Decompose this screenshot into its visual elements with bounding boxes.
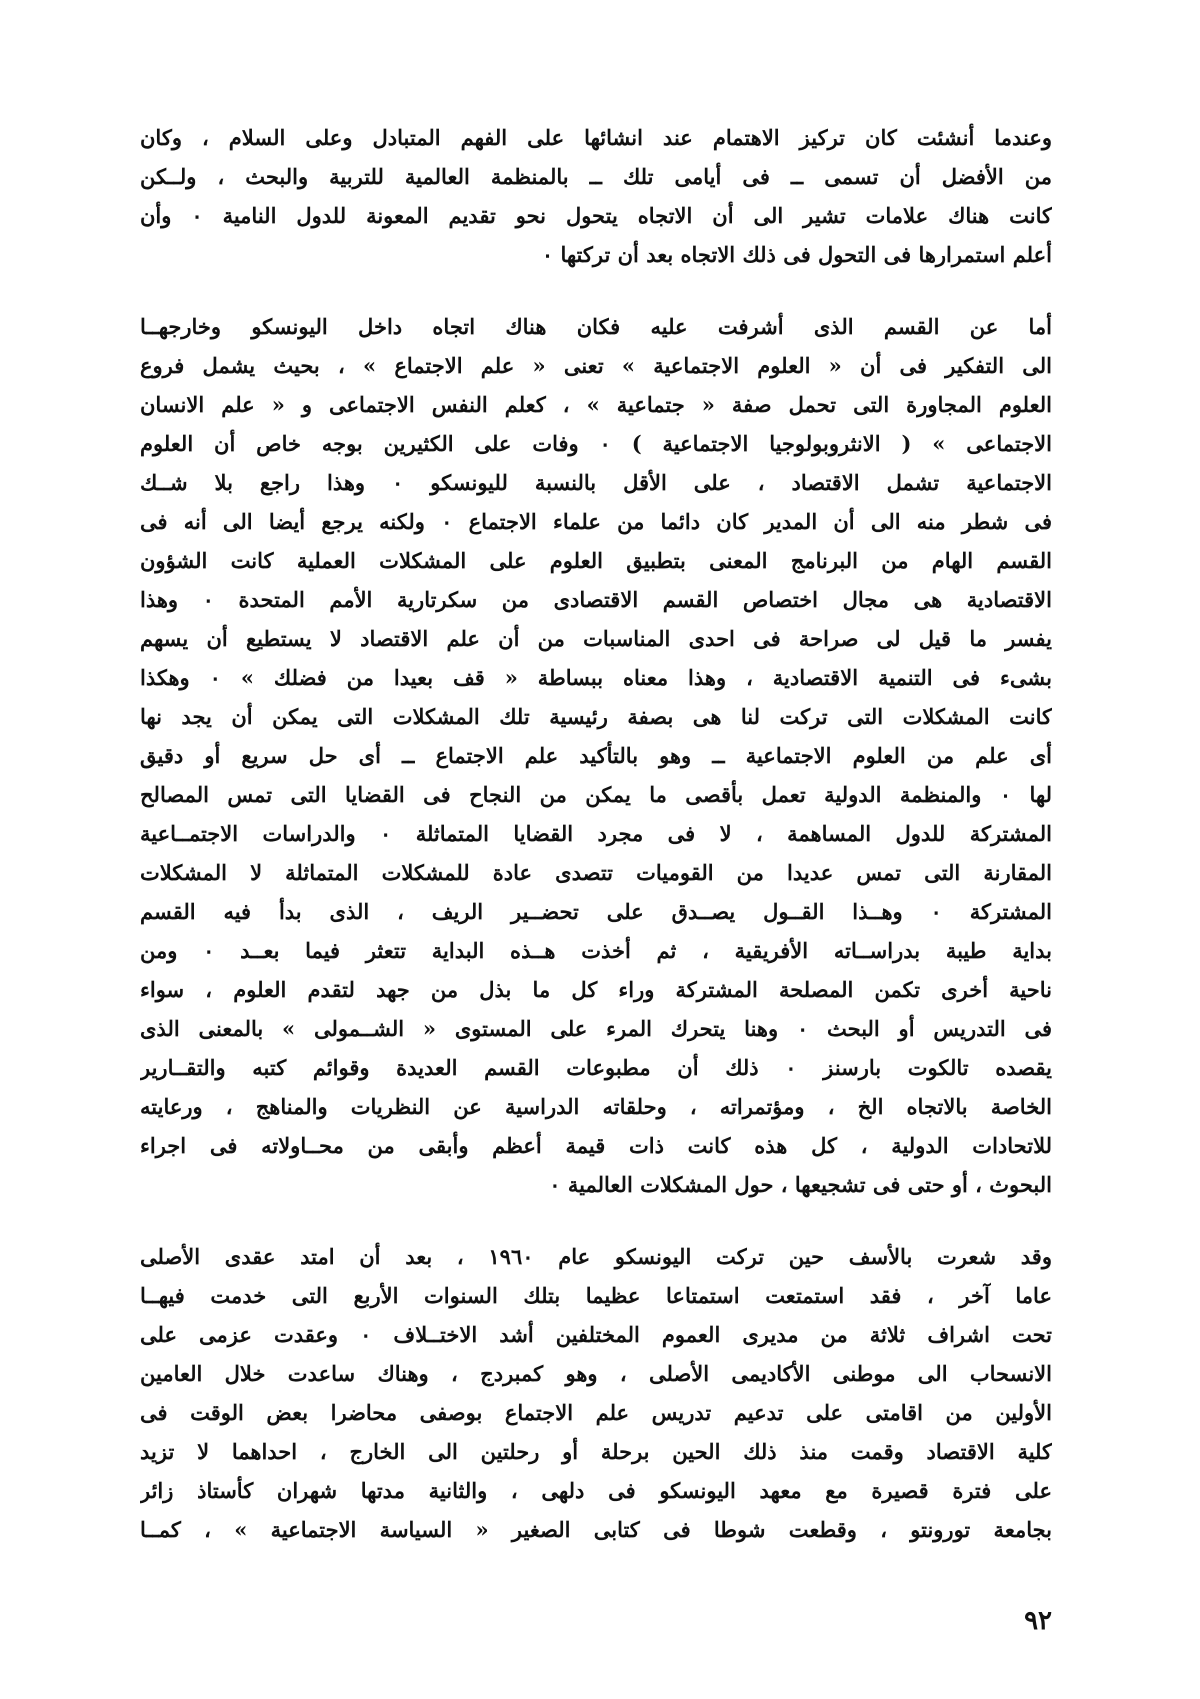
text-line: من الأفضل أن تسمى ــ فى أيامى تلك ــ بالمنظمة العالمية للتربية والبحث ، ولــكن (140, 164, 1052, 189)
text-line: الى التفكير فى أن « العلوم الاجتماعية » تعنى « علم الاجتماع » ، بحيث يشمل فروع (140, 353, 1052, 378)
text-line: يقصده تالكوت بارسنز ٠ ذلك أن مطبوعات القسم العديدة وقوائم كتبه والتقــارير (140, 1055, 1052, 1080)
text-line: تحت اشراف ثلاثة من مديرى العموم المختلفين أشد الاختــلاف ٠ وعقدت عزمى على (140, 1322, 1052, 1347)
text-line: وعندما أنشئت كان تركيز الاهتمام عند انشائها على الفهم المتبادل وعلى السلام ، وكان (140, 125, 1052, 150)
text-line: لها ٠ والمنظمة الدولية تعمل بأقصى ما يمكن من النجاح فى القضايا التى تمس المصالح (140, 782, 1052, 807)
text-line: بداية طيبة بدراســاته الأفريقية ، ثم أخذت هــذه البداية تتعثر فيما بعــد ٠ ومن (140, 938, 1052, 963)
text-line: ناحية أخرى تكمن المصلحة المشتركة وراء كل ما بذل من جهد لتقدم العلوم ، سواء (140, 977, 1052, 1002)
paragraph-2 (140, 307, 1052, 1204)
text-line: الاقتصادية هى مجال اختصاص القسم الاقتصادى من سكرتارية الأمم المتحدة ٠ وهذا (140, 587, 1052, 612)
text-line: بجامعة تورونتو ، وقطعت شوطا فى كتابى الصغير « السياسة الاجتماعية » ، كمــا (140, 1517, 1052, 1542)
text-line: الأولين من اقامتى على تدعيم تدريس علم الاجتماع بوصفى محاضرا بعض الوقت فى (140, 1400, 1052, 1425)
text-line: أما عن القسم الذى أشرفت عليه فكان هناك اتجاه داخل اليونسكو وخارجهــا (140, 314, 1052, 339)
text-line: الخاصة بالاتجاه الخ ، ومؤتمراته ، وحلقاته الدراسية عن النظريات والمناهج ، ورعايته (140, 1094, 1052, 1119)
text-line: يفسر ما قيل لى صراحة فى احدى المناسبات من أن علم الاقتصاد لا يستطيع أن يسهم (140, 626, 1052, 651)
paragraph-3 (140, 1237, 1052, 1549)
text-line: عاما آخر ، فقد استمتعت استمتاعا عظيما بتلك السنوات الأربع التى خدمت فيهــا (140, 1283, 1052, 1308)
text-line: على فترة قصيرة مع معهد اليونسكو فى دلهى ، والثانية مدتها شهران كأستاذ زائر (140, 1478, 1052, 1503)
paragraph-1 (140, 118, 1052, 274)
text-line: الاجتماعية تشمل الاقتصاد ، على الأقل بالنسبة لليونسكو ٠ وهذا راجع بلا شــك (140, 470, 1052, 495)
text-line: فى شطر منه الى أن المدير كان دائما من علماء الاجتماع ٠ ولكنه يرجع أيضا الى أنه فى (140, 509, 1052, 534)
text-line: وقد شعرت بالأسف حين تركت اليونسكو عام ١٩٦٠ ، بعد أن امتد عقدى الأصلى (140, 1244, 1052, 1269)
text-line: المشتركة للدول المساهمة ، لا فى مجرد القضايا المتماثلة ٠ والدراسات الاجتمــاعية (140, 821, 1052, 846)
body-text (140, 118, 1052, 1549)
text-line: القسم الهام من البرنامج المعنى بتطبيق العلوم على المشكلات العملية كانت الشؤون (140, 548, 1052, 573)
text-line: كانت هناك علامات تشير الى أن الاتجاه يتحول نحو تقديم المعونة للدول النامية ٠ وأن (140, 203, 1052, 228)
text-line: الانسحاب الى موطنى الأكاديمى الأصلى ، وهو كمبردج ، وهناك ساعدت خلال العامين (140, 1361, 1052, 1386)
text-line: المشتركة ٠ وهــذا القــول يصــدق على تحضــير الريف ، الذى بدأ فيه القسم (140, 899, 1052, 924)
text-line: أعلم استمرارها فى التحول فى ذلك الاتجاه بعد أن تركتها ٠ (541, 242, 1052, 267)
text-line: للاتحادات الدولية ، كل هذه كانت ذات قيمة أعظم وأبقى من محــاولاته فى اجراء (140, 1133, 1052, 1158)
text-line: فى التدريس أو البحث ٠ وهنا يتحرك المرء على المستوى « الشــمولى » بالمعنى الذى (140, 1016, 1052, 1041)
text-line: البحوث ، أو حتى فى تشجيعها ، حول المشكلات العالمية ٠ (549, 1172, 1052, 1197)
page-number: ٩٢ (1024, 1606, 1052, 1636)
text-line: أى علم من العلوم الاجتماعية ــ وهو بالتأكيد علم الاجتماع ــ أى حل سريع أو دقيق (140, 743, 1052, 768)
text-line: بشىء فى التنمية الاقتصادية ، وهذا معناه ببساطة « قف بعيدا من فضلك » ٠ وهكذا (140, 665, 1052, 690)
text-line: العلوم المجاورة التى تحمل صفة « جتماعية » ، كعلم النفس الاجتماعى و « علم الانسان (140, 392, 1052, 417)
text-line: المقارنة التى تمس عديدا من القوميات تتصدى عادة للمشكلات المتماثلة لا المشكلات (140, 860, 1052, 885)
text-line: كلية الاقتصاد وقمت منذ ذلك الحين برحلة أو رحلتين الى الخارج ، احداهما لا تزيد (140, 1439, 1052, 1464)
text-line: كانت المشكلات التى تركت لنا هى بصفة رئيسية تلك المشكلات التى يمكن أن يجد نها (140, 704, 1052, 729)
text-line: الاجتماعى » ( الانثروبولوجيا الاجتماعية ) ٠ وفات على الكثيرين بوجه خاص أن العلوم (140, 431, 1052, 456)
